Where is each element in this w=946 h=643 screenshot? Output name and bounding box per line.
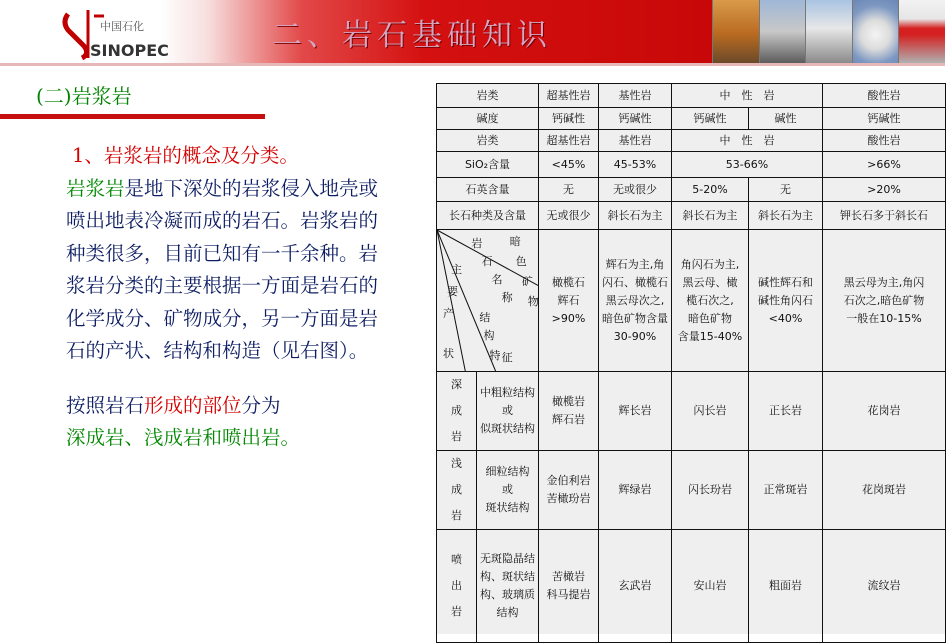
table-row bbox=[437, 130, 946, 152]
storage-sphere-photo bbox=[852, 0, 899, 63]
table-row bbox=[437, 178, 946, 202]
slide-title: 二、岩石基础知识 bbox=[272, 18, 552, 53]
structure-label: 特 bbox=[489, 349, 501, 362]
svg-text:SINOPEC: SINOPEC bbox=[90, 41, 169, 60]
table-cell: 金伯利岩 苦橄玢岩 bbox=[539, 451, 599, 530]
svg-text:中国石化: 中国石化 bbox=[100, 20, 144, 33]
table-cell: 超基性岩 bbox=[539, 84, 599, 108]
mafic-mineral-label: 矿 bbox=[521, 275, 533, 288]
table-cell: 钙碱性 bbox=[672, 108, 749, 130]
table-cell: 基性岩 bbox=[599, 130, 672, 152]
structure-label: 构 bbox=[483, 329, 495, 342]
row-header-cell: SiO₂含量 bbox=[437, 152, 539, 178]
table-cell: 闪长岩 bbox=[672, 372, 749, 451]
rock-name-label: 石 bbox=[481, 255, 493, 268]
table-cell: 花岗斑岩 bbox=[823, 451, 946, 530]
table-cell: 碱性 bbox=[749, 108, 823, 130]
table-row bbox=[437, 202, 946, 230]
table-cell: 酸性岩 bbox=[823, 84, 946, 108]
table-cell: 斜长石为主 bbox=[672, 202, 749, 230]
row-header-cell: 长石种类及含量 bbox=[437, 202, 539, 230]
table-cell: 中 性 岩 bbox=[672, 84, 823, 108]
table-cell: 粗面岩 bbox=[749, 530, 823, 643]
table-cell: 辉石为主,角 闪石、橄榄石 黑云母次之, 暗色矿物含量 30-90% bbox=[599, 230, 672, 372]
row-header-cell: 石英含量 bbox=[437, 178, 539, 202]
table-cell: 正常斑岩 bbox=[749, 451, 823, 530]
concept-heading: 1、岩浆岩的概念及分类。 bbox=[72, 144, 299, 167]
table-cell: 辉长岩 bbox=[599, 372, 672, 451]
row-header-cell: 深 成 岩 bbox=[437, 372, 477, 451]
occurrence-label: 主 bbox=[451, 263, 463, 276]
table-cell: 超基性岩 bbox=[539, 130, 599, 152]
table-cell: 正长岩 bbox=[749, 372, 823, 451]
occurrence-label: 状 bbox=[443, 347, 455, 360]
header-divider bbox=[0, 63, 945, 66]
occurrence-label: 产 bbox=[443, 307, 455, 320]
classification-text-c: 分为 bbox=[241, 393, 281, 417]
mafic-mineral-label: 物 bbox=[527, 295, 539, 308]
table-row bbox=[437, 84, 946, 108]
table-cell: 钾长石多于斜长石 bbox=[823, 202, 946, 230]
table-cell: 基性岩 bbox=[599, 84, 672, 108]
table-row bbox=[437, 152, 946, 178]
table-cell: 斜长石为主 bbox=[749, 202, 823, 230]
definition-body: 是地下深处的岩浆侵入地壳或喷出地表冷凝而成的岩石。岩浆岩的种类很多，目前已知有一千余种。岩浆岩分类的主要根据一方面是岩石的化学成分、矿物成分，另一方面是岩石的产状、结构和构造（见右图）。 bbox=[66, 176, 379, 362]
table-cell: >20% bbox=[823, 178, 946, 202]
structure-label: 征 bbox=[501, 351, 513, 364]
rock-name-label: 岩 bbox=[471, 237, 483, 250]
table-row bbox=[437, 230, 946, 372]
table-cell: 辉绿岩 bbox=[599, 451, 672, 530]
row-header-cell: 岩类 bbox=[437, 84, 539, 108]
structure-label: 结 bbox=[479, 311, 491, 324]
rock-types-list: 深成岩、浅成岩和喷出岩。 bbox=[66, 426, 301, 449]
table-cell: 无或很少 bbox=[539, 202, 599, 230]
table-cell: 酸性岩 bbox=[823, 130, 946, 152]
classification-text-a: 按照岩石 bbox=[66, 393, 145, 417]
table-row bbox=[437, 108, 946, 130]
table-cell: <45% bbox=[539, 152, 599, 178]
diagonal-header-cell bbox=[437, 230, 539, 372]
table-row bbox=[437, 451, 946, 530]
table-cell: 角闪石为主, 黑云母、橄 榄石次之, 暗色矿物 含量15-40% bbox=[672, 230, 749, 372]
table-cell: 无或很少 bbox=[599, 178, 672, 202]
table-cell: 中粗粒结构 或 似斑状结构 bbox=[477, 372, 539, 451]
mafic-mineral-label: 色 bbox=[515, 255, 527, 268]
table-cell: 5-20% bbox=[672, 178, 749, 202]
table-cell: 玄武岩 bbox=[599, 530, 672, 643]
table-cell: 钙碱性 bbox=[539, 108, 599, 130]
table-row bbox=[437, 530, 946, 643]
igneous-rock-classification-table bbox=[436, 83, 945, 634]
table-cell: 流纹岩 bbox=[823, 530, 946, 643]
explanation-text bbox=[66, 140, 396, 455]
table-cell: 45-53% bbox=[599, 152, 672, 178]
table-cell: 碱性辉石和 碱性角闪石 <40% bbox=[749, 230, 823, 372]
sinopec-logo bbox=[60, 6, 169, 60]
table-cell: 闪长玢岩 bbox=[672, 451, 749, 530]
rock-name-label: 称 bbox=[501, 291, 513, 304]
table-cell: 无斑隐晶结 构、斑状结 构、玻璃质 结构 bbox=[477, 530, 539, 643]
title-banner bbox=[0, 0, 945, 63]
table-cell: 花岗岩 bbox=[823, 372, 946, 451]
table-cell: 无 bbox=[749, 178, 823, 202]
igneous-rock-term: 岩浆岩 bbox=[66, 176, 125, 200]
table-cell: 黑云母为主,角闪 石次之,暗色矿物 一般在10-15% bbox=[823, 230, 946, 372]
gas-station-photo bbox=[898, 0, 945, 63]
row-header-cell: 浅 成 岩 bbox=[437, 451, 477, 530]
classification-paragraph bbox=[66, 390, 396, 455]
rock-name-label: 名 bbox=[491, 273, 503, 286]
table-cell: 细粒结构 或 斑状结构 bbox=[477, 451, 539, 530]
refinery-tower-photo bbox=[805, 0, 852, 63]
row-header-cell: 碱度 bbox=[437, 108, 539, 130]
mafic-mineral-label: 暗 bbox=[509, 235, 521, 248]
table-cell: 苦橄岩 科马提岩 bbox=[539, 530, 599, 643]
section-subheading: (二)岩浆岩 bbox=[36, 84, 132, 108]
row-header-cell: 岩类 bbox=[437, 130, 539, 152]
subheading-underline bbox=[0, 114, 265, 119]
table-cell: >66% bbox=[823, 152, 946, 178]
table-cell: 安山岩 bbox=[672, 530, 749, 643]
table-cell: 53-66% bbox=[672, 152, 823, 178]
table-cell: 钙碱性 bbox=[823, 108, 946, 130]
table-cell: 无 bbox=[539, 178, 599, 202]
table-cell: 中 性 岩 bbox=[672, 130, 823, 152]
table-row bbox=[437, 372, 946, 451]
table-cell: 钙碱性 bbox=[599, 108, 672, 130]
definition-paragraph bbox=[66, 173, 396, 368]
row-header-cell: 喷 出 岩 bbox=[437, 530, 477, 643]
occurrence-label: 要 bbox=[447, 285, 459, 298]
table-cell: 斜长石为主 bbox=[599, 202, 672, 230]
refinery-photo bbox=[759, 0, 806, 63]
oil-field-photo bbox=[712, 0, 759, 63]
table-cell: 橄榄石 辉石 >90% bbox=[539, 230, 599, 372]
header-photo-strip bbox=[712, 0, 945, 63]
table-cell: 橄榄岩 辉石岩 bbox=[539, 372, 599, 451]
formation-position-term: 形成的部位 bbox=[144, 393, 242, 417]
